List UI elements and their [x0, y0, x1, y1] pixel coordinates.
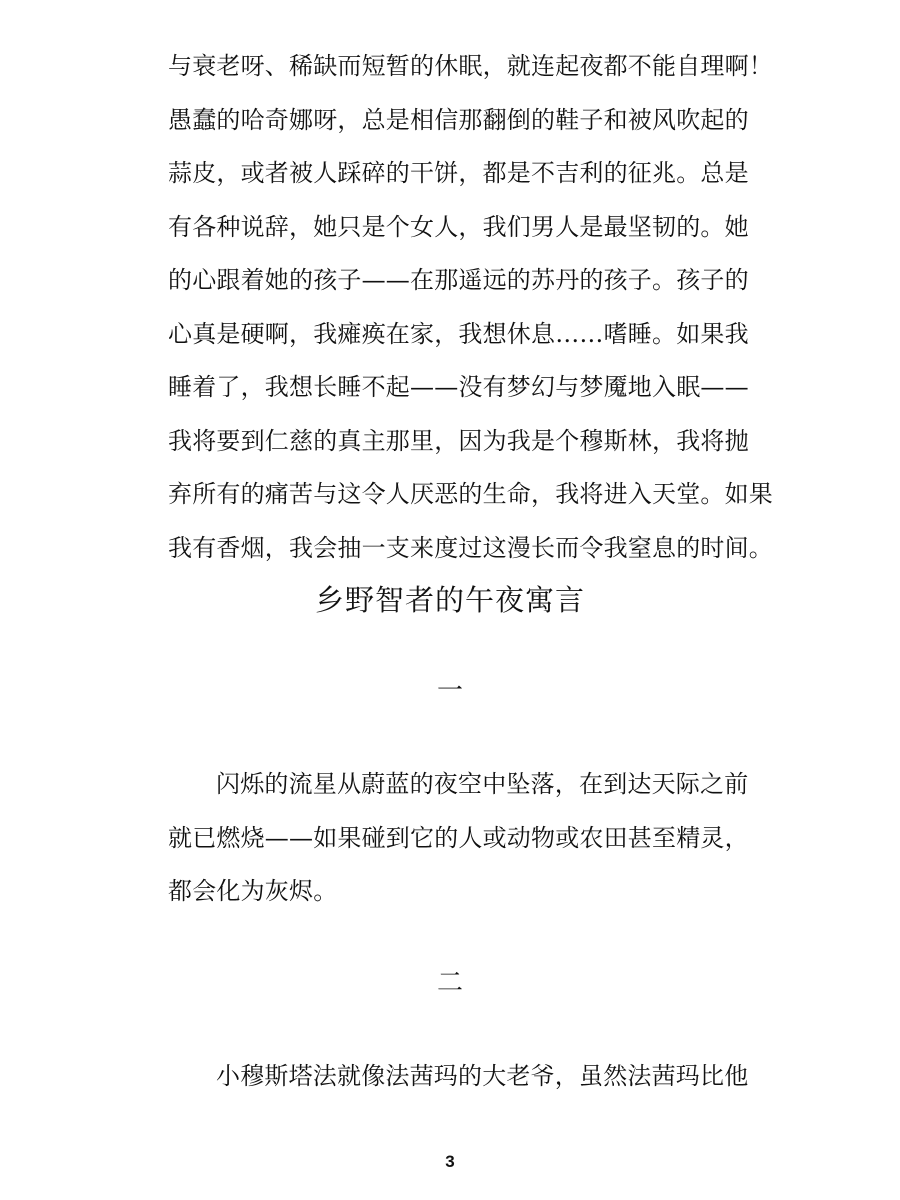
page-number: 3: [445, 1152, 455, 1171]
text-line: 蒜皮，或者被人踩碎的干饼，都是不吉利的征兆。总是: [168, 159, 749, 187]
text-line: 的心跟着她的孩子——在那遥远的苏丹的孩子。孩子的: [168, 266, 749, 294]
section-number-two: 二: [436, 968, 463, 998]
body-paragraph: [168, 40, 773, 575]
section-title: 乡野智者的午夜寓言: [314, 583, 585, 617]
text-line: 小穆斯塔法就像法茜玛的大老爷，虽然法茜玛比他: [216, 1062, 749, 1090]
text-line: 睡着了，我想长睡不起——没有梦幻与梦魇地入眠——: [168, 373, 749, 401]
text-line: 我有香烟，我会抽一支来度过这漫长而令我窒息的时间。: [168, 533, 773, 562]
text-line: 与衰老呀、稀缺而短暂的休眠，就连起夜都不能自理啊！: [168, 52, 773, 80]
text-line: 闪烁的流星从蔚蓝的夜空中坠落，在到达天际之前: [216, 770, 749, 798]
text-line: 我将要到仁慈的真主那里，因为我是个穆斯林，我将抛: [168, 426, 749, 455]
section-number-one: 一: [436, 676, 463, 706]
section-one-paragraph: [168, 758, 748, 919]
text-line: 心真是硬啊，我瘫痪在家，我想休息……嗜睡。如果我: [168, 319, 749, 348]
text-line: 都会化为灰烬。: [168, 877, 338, 905]
text-line: 弃所有的痛苦与这令人厌恶的生命，我将进入天堂。如果: [168, 480, 773, 508]
section-two-paragraph: [168, 1050, 748, 1104]
text-line: 有各种说辞，她只是个女人，我们男人是最坚韧的。她: [168, 212, 749, 241]
text-line: 愚蠢的哈奇娜呀，总是相信那翻倒的鞋子和被风吹起的: [168, 105, 749, 134]
text-line: 就已燃烧——如果碰到它的人或动物或农田甚至精灵，: [168, 823, 749, 852]
